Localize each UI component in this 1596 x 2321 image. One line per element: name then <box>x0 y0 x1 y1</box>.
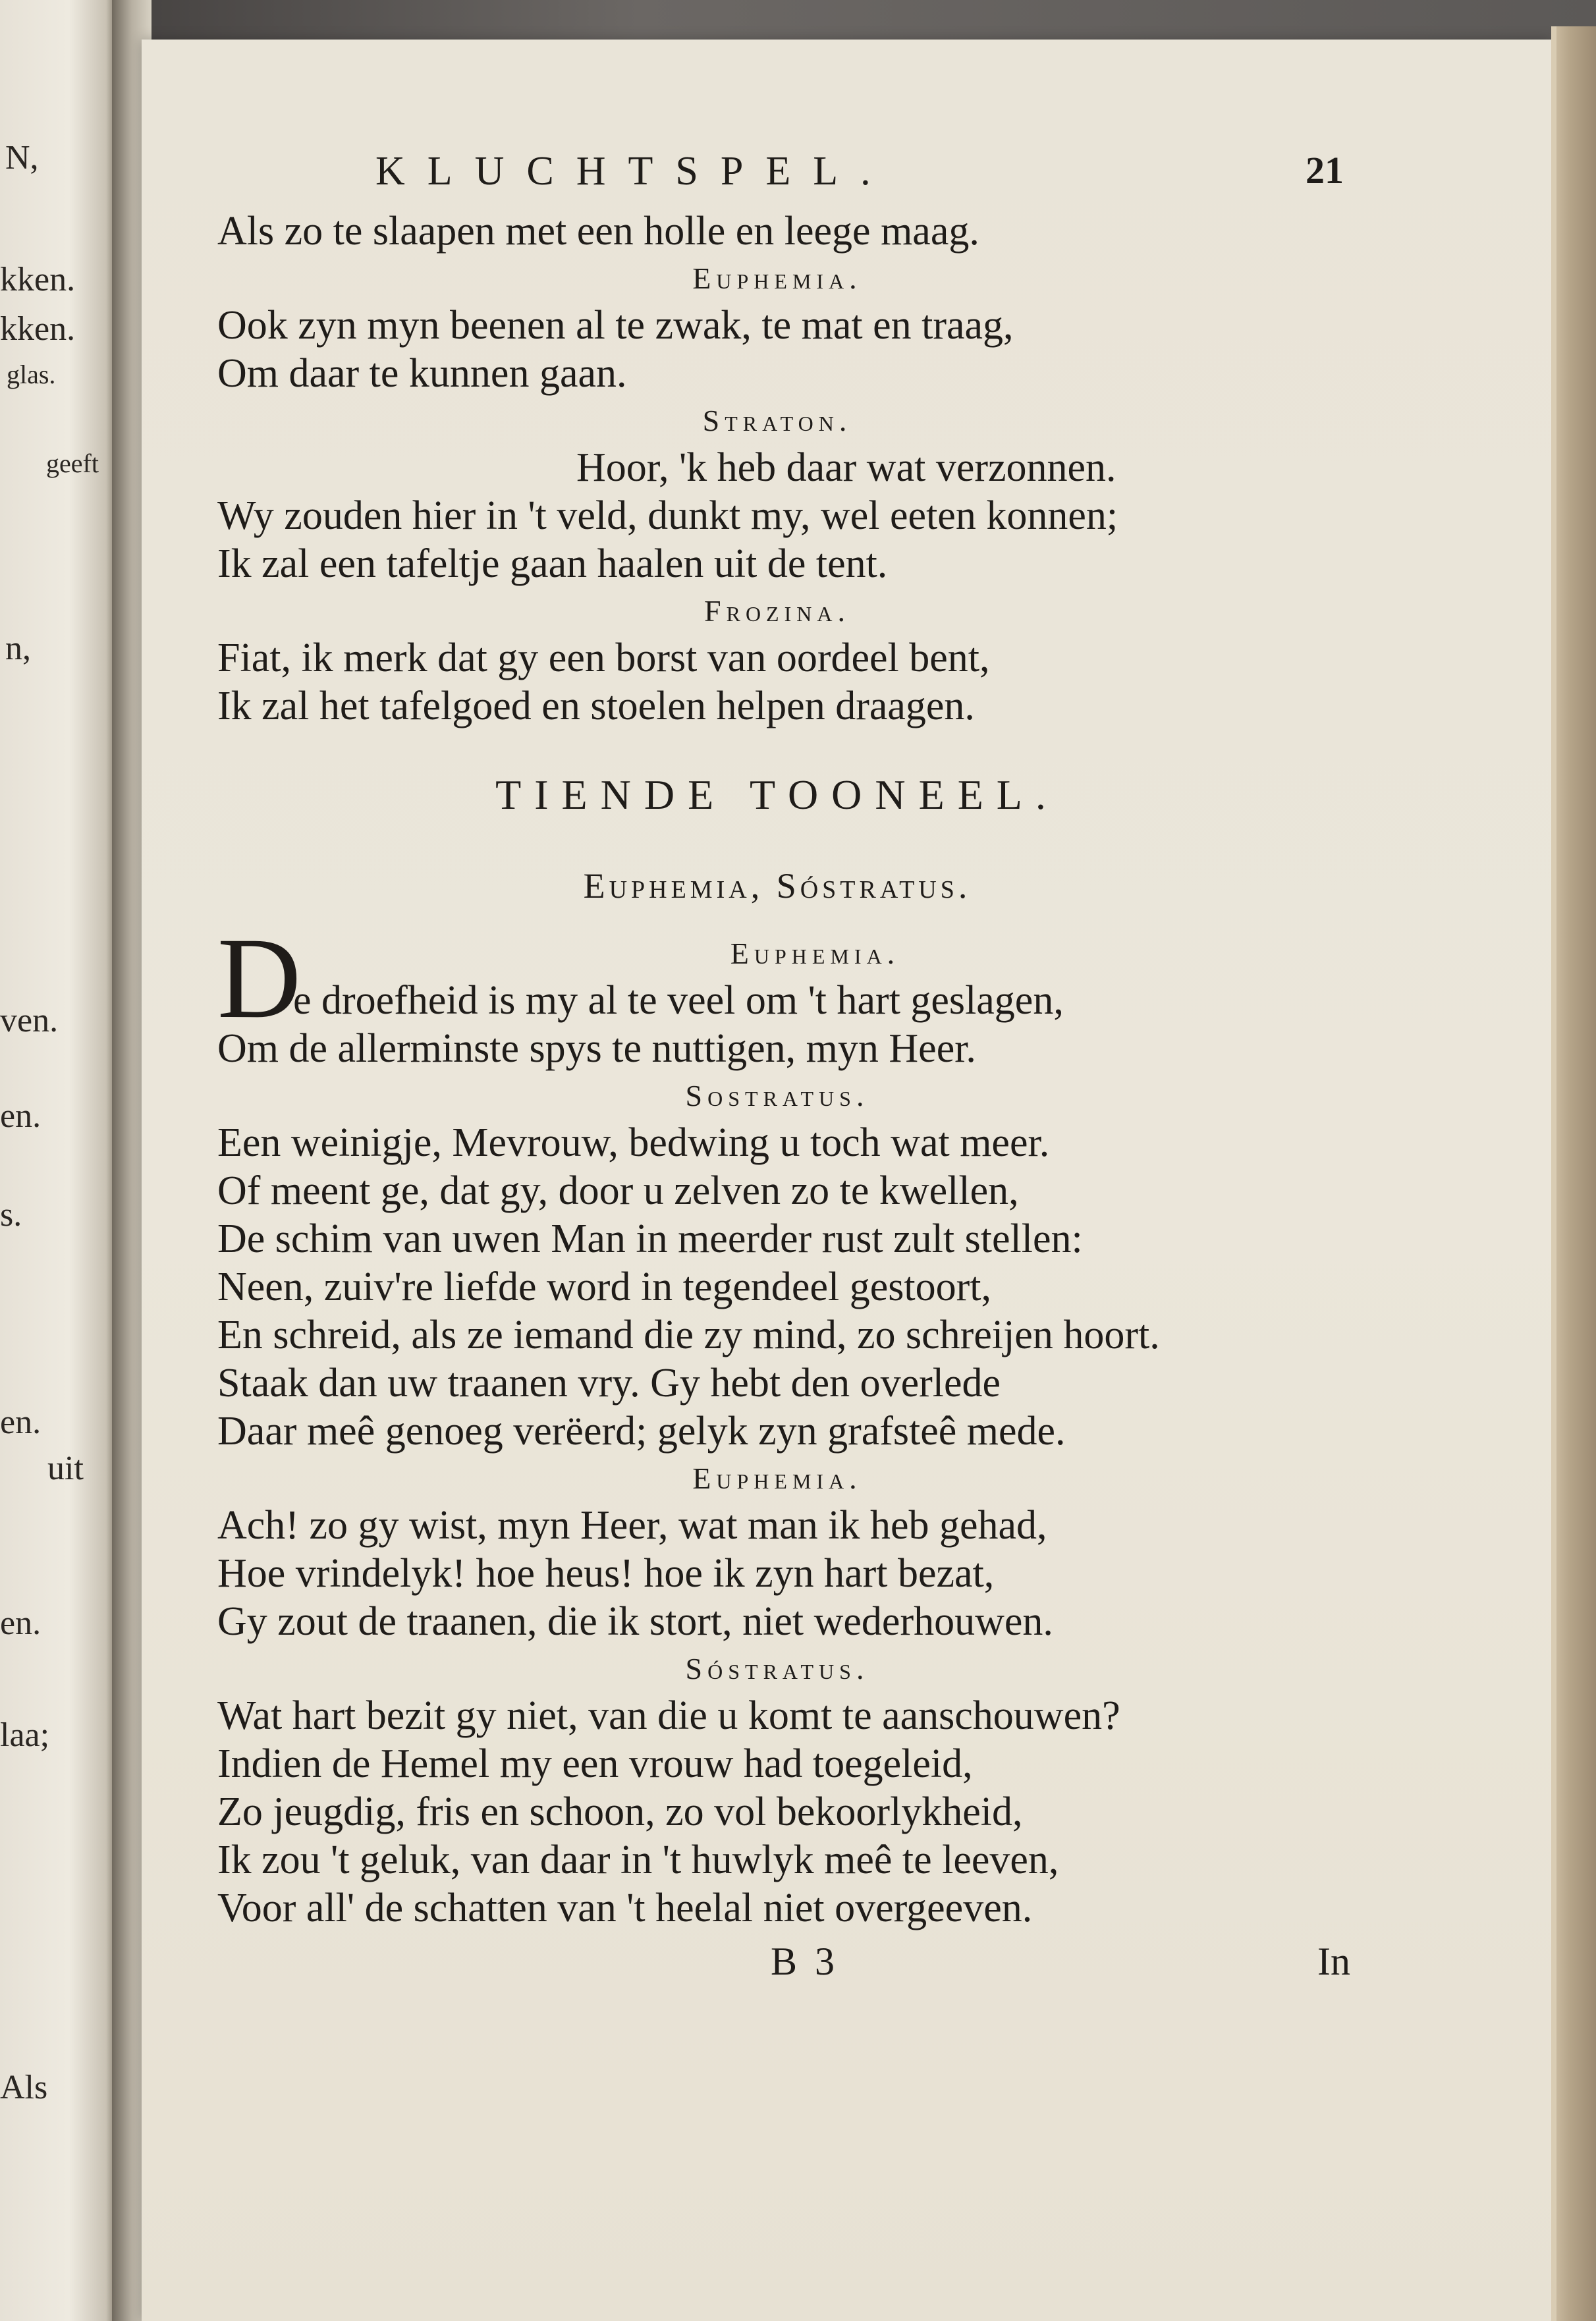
left-fragment: s. <box>0 1196 22 1234</box>
speaker-name: Straton. <box>702 404 852 437</box>
scene-title: TIENDE TOONEEL. <box>495 771 1059 818</box>
page-footer <box>217 1939 1350 1992</box>
verse-line: En schreid, als ze iemand die zy mind, zo schreijen hoort. <box>217 1313 1160 1357</box>
left-fragment: ven. <box>0 1002 59 1039</box>
left-fragment: en. <box>0 1404 41 1441</box>
verse-line: Een weinigje, Mevrouw, bedwing u toch wat meer. <box>217 1120 1050 1165</box>
running-head: KLUCHTSPEL. <box>375 149 893 194</box>
verse-line: Zo jeugdig, fris en schoon, zo vol bekoorlykheid, <box>217 1789 1023 1834</box>
verse-line: Als zo te slaapen met een holle en leege maag. <box>217 209 979 254</box>
speaker-name: Euphemia. <box>730 937 900 970</box>
verse-line: Neen, zuiv're liefde word in tegendeel gestoort, <box>217 1265 991 1309</box>
verse-line: Ook zyn myn beenen al te zwak, te mat en traag, <box>217 303 1014 348</box>
verse-line: Voor all' de schatten van 't heelal niet overgeeven. <box>217 1886 1033 1930</box>
left-fragment: glas. <box>7 360 56 389</box>
left-page <box>0 0 115 2321</box>
left-fragment: N, <box>5 139 39 177</box>
verse-line: Hoor, 'k heb daar wat verzonnen. <box>576 445 1116 490</box>
speaker-name: Sostratus. <box>685 1079 869 1112</box>
scene-characters: Euphemia, Sóstratus. <box>583 866 972 906</box>
left-fragment: en. <box>0 1097 41 1135</box>
left-fragment: n, <box>5 630 31 667</box>
left-fragment: kken. <box>0 310 76 348</box>
left-fragment: geeft <box>46 449 99 478</box>
speaker-name: Euphemia. <box>692 1461 862 1495</box>
verse-line: Of meent ge, dat gy, door u zelven zo te kwellen, <box>217 1168 1019 1213</box>
speaker-name: Frozina. <box>704 594 850 628</box>
speaker-name: Euphemia. <box>692 261 862 295</box>
verse-line: Ik zal een tafeltje gaan haalen uit de tent. <box>217 541 888 586</box>
page-edges <box>1551 26 1596 2321</box>
left-fragment: laa; <box>0 1716 50 1754</box>
speaker-name: Sóstratus. <box>685 1652 869 1685</box>
verse-line: Ik zal het tafelgoed en stoelen helpen draagen. <box>217 684 975 728</box>
verse-line: Om daar te kunnen gaan. <box>217 351 627 396</box>
verse-line: Indien de Hemel my een vrouw had toegeleid, <box>217 1741 973 1786</box>
catchword: In <box>1317 1940 1350 1983</box>
verse-line: Om de allerminste spys te nuttigen, myn Heer. <box>217 1026 976 1071</box>
verse-line: Fiat, ik merk dat gy een borst van oordeel bent, <box>217 636 990 680</box>
left-fragment: en. <box>0 1604 41 1642</box>
left-fragment: uit <box>47 1450 84 1487</box>
verse-line: Ik zou 't geluk, van daar in 't huwlyk meê te leeven, <box>217 1838 1059 1882</box>
page-number: 21 <box>1306 149 1344 192</box>
dropcap-passage <box>217 914 1337 1043</box>
left-fragment: kken. <box>0 261 76 298</box>
verse-line: Ach! zo gy wist, myn Heer, wat man ik heb gehad, <box>217 1503 1047 1548</box>
left-fragment: Als <box>0 2069 48 2106</box>
verse-line: Hoe vrindelyk! hoe heus! hoe ik zyn hart bezat, <box>217 1551 995 1596</box>
verse-line: Staak dan uw traanen vry. Gy hebt den overlede <box>217 1361 1001 1406</box>
page-text <box>217 148 1350 1992</box>
page-header <box>217 148 1344 207</box>
verse-line: De schim van uwen Man in meerder rust zult stellen: <box>217 1216 1083 1261</box>
verse-line: Gy zout de traanen, die ik stort, niet wederhouwen. <box>217 1599 1053 1644</box>
verse-line: Wat hart bezit gy niet, van die u komt te aanschouwen? <box>217 1693 1120 1738</box>
verse-line: Daar meê genoeg verëerd; gelyk zyn grafsteê mede. <box>217 1409 1066 1454</box>
verse-line: e droefheid is my al te veel om 't hart geslagen, <box>293 978 1064 1023</box>
verse-line: Wy zouden hier in 't veld, dunkt my, wel eeten konnen; <box>217 493 1118 538</box>
drop-cap-letter: D <box>217 914 302 1043</box>
signature-mark: B 3 <box>771 1940 839 1983</box>
